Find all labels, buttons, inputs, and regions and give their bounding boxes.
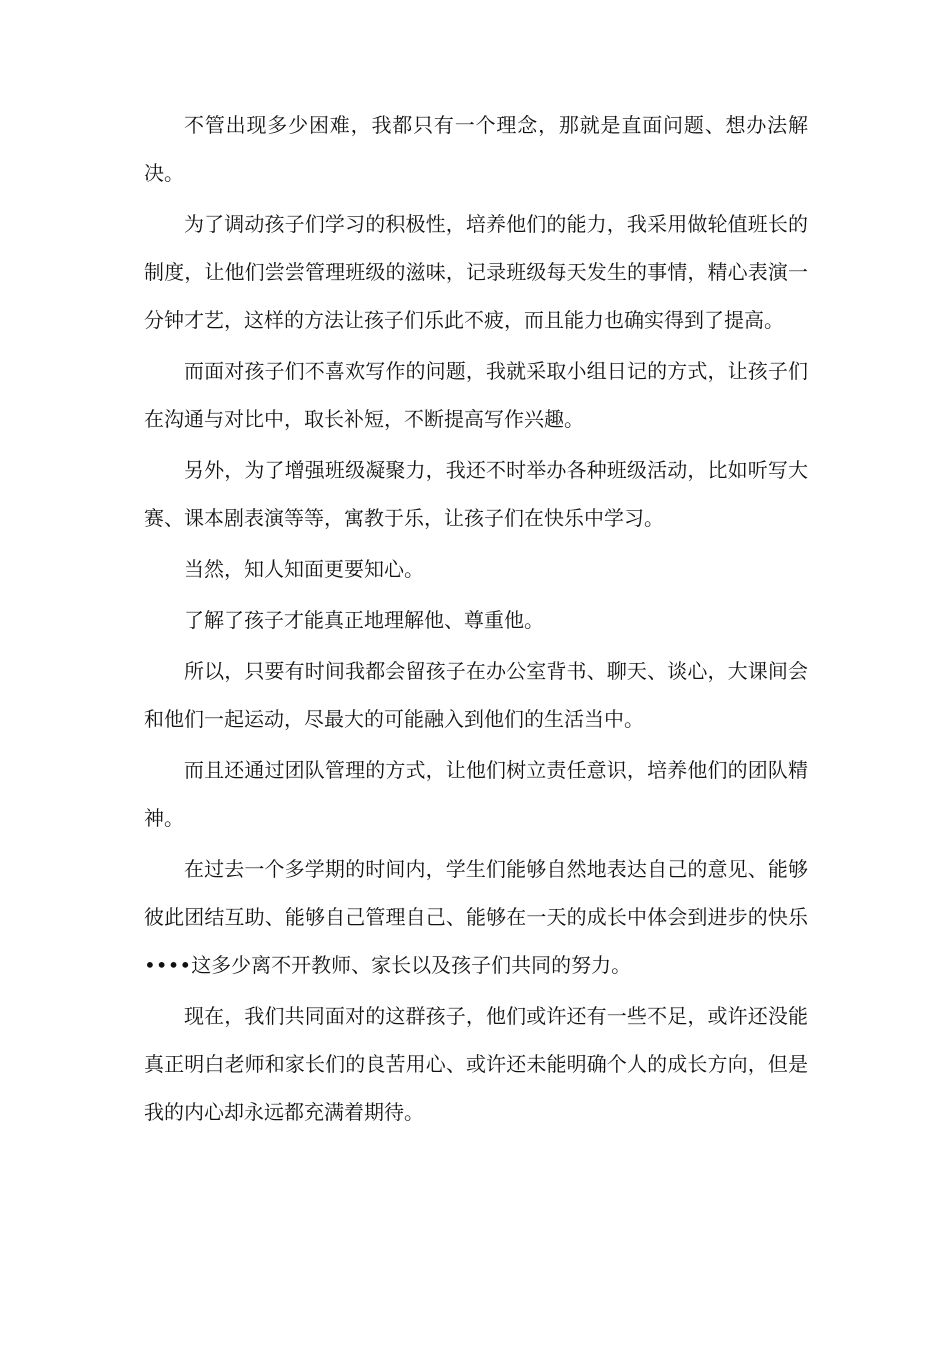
paragraph: 在过去一个多学期的时间内，学生们能够自然地表达自己的意见、能够彼此团结互助、能够自己管理自己、能够在一天的成长中体会到进步的快乐••••这多少离不开教师、家长以及孩子们共同的努力。 xyxy=(144,857,808,977)
paragraph: 现在，我们共同面对的这群孩子，他们或许还有一些不足，或许还没能真正明白老师和家长们的良苦用心、或许还未能明确个人的成长方向，但是我的内心却永远都充满着期待。 xyxy=(144,1004,808,1124)
document-body xyxy=(144,101,808,1139)
paragraph: 当然，知人知面更要知心。 xyxy=(184,557,424,581)
paragraph: 为了调动孩子们学习的积极性，培养他们的能力，我采用做轮值班长的制度，让他们尝尝管理班级的滋味，记录班级每天发生的事情，精心表演一分钟才艺，这样的方法让孩子们乐此不疲，而且能力也确实得到了提高。 xyxy=(144,212,808,332)
paragraph: 而面对孩子们不喜欢写作的问题，我就采取小组日记的方式，让孩子们在沟通与对比中，取长补短，不断提高写作兴趣。 xyxy=(144,359,808,431)
paragraph: 所以，只要有时间我都会留孩子在办公室背书、聊天、谈心，大课间会和他们一起运动，尽最大的可能融入到他们的生活当中。 xyxy=(144,659,808,731)
paragraph: 另外，为了增强班级凝聚力，我还不时举办各种班级活动，比如听写大赛、课本剧表演等等，寓教于乐，让孩子们在快乐中学习。 xyxy=(144,458,808,530)
paragraph: 不管出现多少困难，我都只有一个理念，那就是直面问题、想办法解决。 xyxy=(144,113,808,185)
paragraph: 了解了孩子才能真正地理解他、尊重他。 xyxy=(184,608,544,632)
paragraph: 而且还通过团队管理的方式，让他们树立责任意识，培养他们的团队精神。 xyxy=(144,758,808,830)
